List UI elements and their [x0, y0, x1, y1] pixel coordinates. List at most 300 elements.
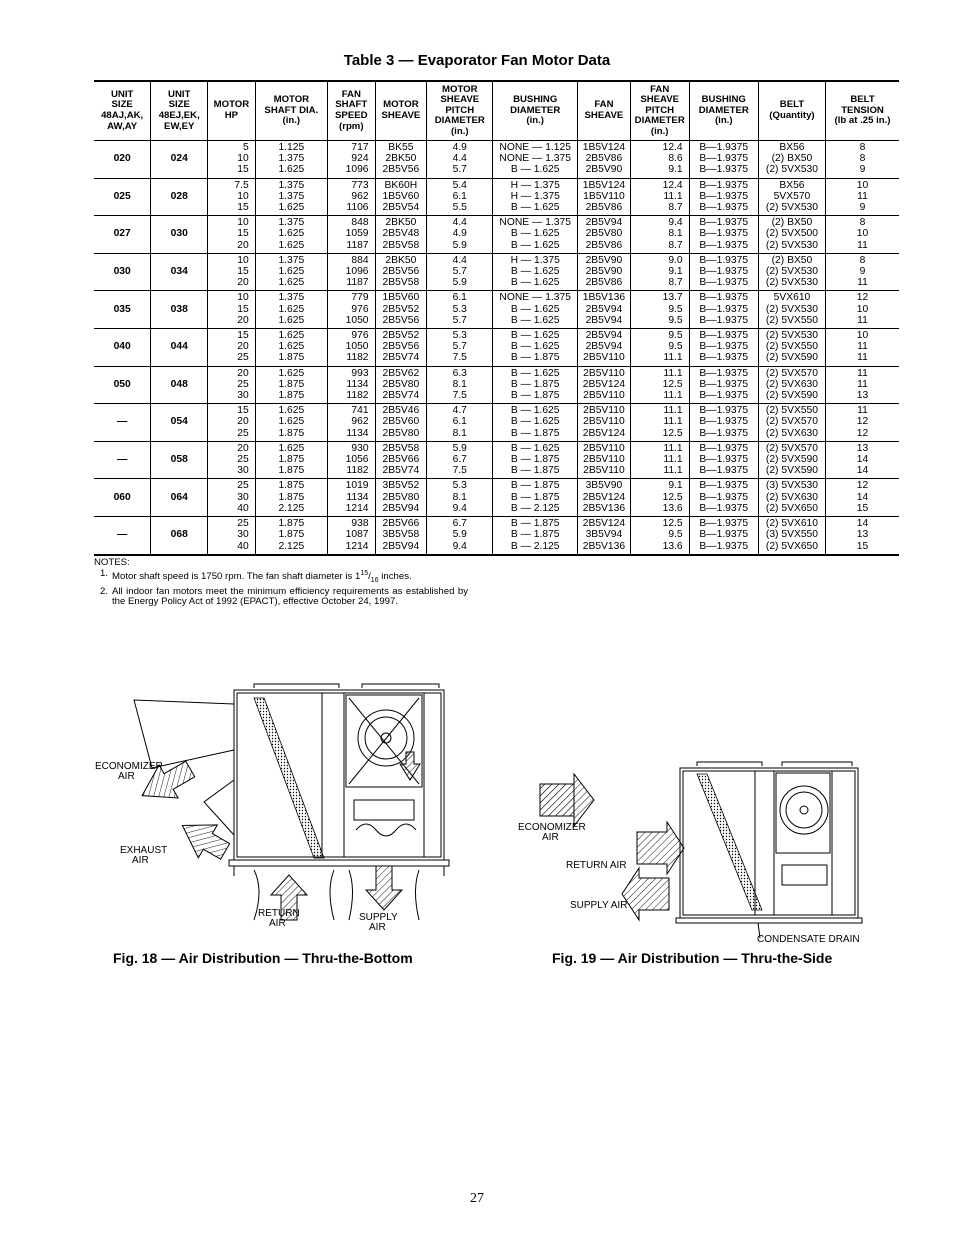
cell-value: 2B5V124 [582, 427, 626, 439]
table-row [94, 404, 899, 442]
header-line: (in.) [650, 125, 669, 137]
table-cell [375, 141, 427, 179]
cell-value: 779 [351, 292, 369, 304]
cell-value: 1.625 [278, 239, 305, 251]
table-cell [328, 404, 376, 442]
header-line: SHEAVE [640, 94, 680, 106]
cell-value: BK60H [384, 179, 418, 191]
table-cell [328, 366, 376, 404]
table-cell: — [94, 441, 151, 479]
table-cell [328, 141, 376, 179]
cell-value: 9.4 [668, 217, 683, 229]
cell-value: 1.875 [278, 518, 305, 530]
cell-value: 5.7 [452, 341, 467, 353]
cell-value: 1.875 [278, 529, 305, 541]
cell-value: 13.6 [662, 540, 683, 552]
table-cell [375, 216, 427, 254]
table-cell [208, 479, 256, 517]
cell-value: 5.4 [452, 179, 467, 191]
cell-value: B—1.9375 [699, 217, 749, 229]
header-line: 48EJ,EK, [158, 110, 200, 121]
table-cell [375, 366, 427, 404]
cell-value: 8 [859, 254, 866, 266]
cell-value: B—1.9375 [699, 491, 749, 503]
cell-value: 7.5 [452, 352, 467, 364]
cell-value: 2B5V124 [582, 491, 626, 503]
cell-value: 9.0 [668, 254, 683, 266]
cell-value: 12.4 [662, 179, 683, 191]
table-cell [758, 178, 825, 216]
cell-value: 11 [857, 314, 868, 326]
cell-value: 1.875 [278, 491, 305, 503]
column-header [375, 81, 427, 141]
cell-value: 6.1 [452, 416, 467, 428]
cell-value: 5.9 [452, 529, 467, 541]
table-cell: 028 [151, 178, 208, 216]
cell-value: 1.375 [278, 217, 305, 229]
page-number: 27 [470, 1191, 484, 1206]
cell-value: 8.1 [668, 228, 683, 240]
cell-value: B — 1.875 [510, 465, 560, 477]
cell-value: 15 [237, 303, 249, 315]
cell-value: 2B5V66 [382, 518, 420, 530]
cell-value: 1.625 [278, 277, 305, 289]
cell-value: BX56 [779, 179, 805, 191]
cell-value: 1.625 [278, 405, 305, 417]
economizer-air-label: ECONOMIZER [518, 822, 586, 833]
cell-value: 12.5 [662, 518, 683, 530]
cell-value: B—1.9375 [699, 442, 749, 454]
header-line: TENSION [841, 104, 884, 116]
cell-value: 12.4 [662, 142, 683, 153]
table-cell [689, 291, 758, 329]
cell-value: 9.4 [452, 540, 467, 552]
cell-value: 2BK50 [385, 153, 417, 165]
cell-value: B—1.9375 [699, 292, 749, 304]
table-cell [375, 517, 427, 555]
header-line: SHEAVE [381, 110, 421, 121]
cell-value: 5VX570 [773, 190, 811, 202]
table-cell [255, 291, 327, 329]
cell-value: B—1.9375 [699, 266, 749, 278]
table-cell [689, 517, 758, 555]
cell-value: 1B5V60 [382, 292, 420, 304]
cell-value: 2B5V80 [382, 427, 420, 439]
header-line: SIZE [111, 99, 133, 111]
cell-value: 1019 [345, 480, 369, 492]
cell-value: B — 1.625 [510, 239, 560, 251]
cell-value: 11.1 [663, 465, 683, 477]
cell-value: 5.7 [452, 314, 467, 326]
cell-value: 2B5V136 [582, 502, 626, 514]
table-cell: 034 [151, 253, 208, 291]
cell-value: 1214 [345, 502, 369, 514]
cell-value: 7.5 [452, 390, 467, 402]
cell-value: 1.625 [278, 266, 305, 278]
cell-value: 11 [857, 341, 868, 353]
table-row [94, 291, 899, 329]
table-cell [328, 291, 376, 329]
cell-value: 12 [856, 427, 869, 439]
cell-value: 2B5V94 [585, 341, 623, 353]
table-cell [255, 216, 327, 254]
cell-value: 15 [237, 330, 249, 342]
cell-value: (2) 5VX650 [765, 502, 818, 514]
supply-air-label: AIR [369, 922, 386, 933]
cell-value: (2) 5VX530 [765, 303, 818, 315]
supply-air-arrow [622, 868, 669, 920]
cell-value: 9.1 [668, 266, 683, 278]
cell-value: 14 [856, 465, 869, 477]
cell-value: B—1.9375 [699, 277, 749, 289]
cell-value: 4.9 [452, 228, 467, 240]
cell-value: 1.625 [278, 228, 305, 240]
cell-value: 1B5V110 [583, 190, 625, 202]
cell-value: 993 [351, 367, 369, 379]
table-cell [630, 404, 689, 442]
table-header-row [94, 81, 899, 141]
table-cell [826, 178, 899, 216]
table-cell [427, 253, 493, 291]
cell-value: NONE — 1.125 [499, 142, 571, 153]
header-line: DIAMETER [634, 115, 685, 127]
table-cell: — [94, 517, 151, 555]
cell-value: 2B5V52 [382, 303, 420, 315]
cell-value: B—1.9375 [699, 427, 749, 439]
cell-value: 938 [351, 518, 369, 530]
cell-value: 9.5 [668, 314, 683, 326]
header-line: BELT [850, 94, 875, 106]
cell-value: H — 1.375 [510, 179, 560, 191]
cell-value: B — 1.875 [510, 480, 560, 492]
cell-value: 1B5V136 [582, 292, 626, 304]
cell-value: 40 [237, 540, 249, 552]
cell-value: 5.5 [452, 202, 467, 214]
header-line: UNIT [168, 88, 191, 100]
cell-value: 6.7 [452, 518, 467, 530]
cell-value: B — 1.625 [510, 405, 560, 417]
table-cell [578, 366, 631, 404]
cell-value: 2B5V94 [585, 314, 623, 326]
cell-value: 8 [859, 153, 866, 165]
cell-value: B — 1.625 [510, 228, 560, 240]
cell-value: 10 [856, 330, 869, 342]
table-cell [689, 329, 758, 367]
cell-value: 12.5 [662, 427, 683, 439]
cell-value: 20 [237, 277, 249, 289]
table-cell [255, 178, 327, 216]
cell-value: (2) 5VX550 [765, 341, 818, 353]
table-cell [493, 404, 578, 442]
cell-value: B—1.9375 [699, 228, 749, 240]
note-1 [94, 569, 468, 587]
header-line: (Quantity) [769, 110, 815, 121]
cell-value: 8.1 [452, 491, 467, 503]
note-number: 1. [99, 567, 108, 579]
table-cell [427, 366, 493, 404]
cell-value: 1214 [345, 540, 369, 552]
cell-value: 8.7 [668, 202, 683, 214]
table-row [94, 366, 899, 404]
cell-value: 5.9 [452, 442, 467, 454]
cell-value: 13 [856, 390, 869, 402]
cell-value: 20 [237, 314, 249, 326]
cell-value: 11.1 [663, 190, 683, 202]
cell-value: 1.625 [278, 341, 305, 353]
table-cell [758, 216, 825, 254]
cell-value: 1.875 [278, 378, 305, 390]
cell-value: B—1.9375 [699, 164, 749, 176]
cell-value: 2B5V86 [585, 277, 623, 289]
cell-value: BK55 [388, 142, 414, 153]
column-header [208, 81, 256, 141]
table-cell: 030 [151, 216, 208, 254]
cell-value: 7.5 [234, 179, 249, 191]
table-cell [493, 366, 578, 404]
cell-value: 2B5V136 [582, 540, 626, 552]
cell-value: 11 [857, 190, 868, 202]
cell-value: 1182 [346, 465, 369, 477]
cell-value: (3) 5VX550 [765, 529, 818, 541]
cell-value: B — 1.875 [510, 529, 560, 541]
supply-air-label: SUPPLY [359, 912, 398, 923]
table-cell [826, 441, 899, 479]
cell-value: B—1.9375 [699, 153, 749, 165]
table-cell [375, 329, 427, 367]
table-cell [578, 291, 631, 329]
cell-value: 2B5V94 [585, 303, 623, 315]
cell-value: 2B5V124 [582, 518, 626, 530]
cell-value: B — 1.625 [510, 330, 560, 342]
cell-value: B—1.9375 [699, 202, 749, 214]
table-cell: 050 [94, 366, 151, 404]
cell-value: 6.1 [452, 292, 467, 304]
header-line: UNIT [110, 88, 134, 100]
note-text-part: inches. [378, 570, 412, 582]
note-text: All indoor fan motors meet the minimum efficiency requirements as established by the Energy Policy Act of 1992 (EPACT), effective October 24, 1997. [112, 585, 468, 608]
table-row [94, 329, 899, 367]
cell-value: 15 [237, 164, 249, 176]
cell-value: NONE — 1.375 [499, 153, 571, 165]
cell-value: 9 [859, 202, 866, 214]
cell-value: B — 1.625 [510, 202, 560, 214]
table-cell [328, 517, 376, 555]
header-line: FAN [341, 88, 361, 100]
cell-value: B — 2.125 [510, 540, 560, 552]
table-cell: 044 [151, 329, 208, 367]
cell-value: B—1.9375 [699, 518, 749, 530]
cell-value: 11 [857, 405, 868, 417]
column-header [758, 81, 825, 141]
economizer-air-label: AIR [118, 771, 135, 782]
table-cell [630, 253, 689, 291]
cell-value: (2) 5VX550 [765, 405, 818, 417]
cell-value: B — 1.875 [510, 518, 560, 530]
cell-value: 1059 [345, 228, 369, 240]
cell-value: (2) BX50 [771, 217, 813, 229]
cell-value: 2B5V56 [382, 314, 420, 326]
cell-value: 930 [351, 442, 369, 454]
cell-value: B — 1.625 [510, 367, 560, 379]
economizer-air-label: ECONOMIZER [95, 761, 163, 772]
cell-value: 2B5V90 [585, 266, 623, 278]
header-line: (in.) [282, 115, 301, 127]
cell-value: 1087 [345, 529, 369, 541]
cell-value: (2) 5VX630 [765, 378, 818, 390]
cell-value: 2B5V80 [382, 491, 420, 503]
table-cell [328, 253, 376, 291]
cell-value: 2B5V86 [585, 202, 623, 214]
cell-value: 4.4 [452, 153, 467, 165]
cell-value: 10 [856, 228, 869, 240]
return-duct-right [330, 870, 334, 920]
cell-value: B—1.9375 [699, 254, 749, 266]
exhaust-air-arrow [172, 810, 234, 868]
cell-value: 9.5 [668, 303, 683, 315]
cell-value: 3B5V52 [382, 480, 420, 492]
cell-value: 11.1 [663, 352, 683, 364]
table-cell [328, 216, 376, 254]
table-cell: 030 [94, 253, 151, 291]
cell-value: B — 1.625 [510, 277, 560, 289]
header-line: (in.) [526, 115, 544, 127]
cell-value: 5.7 [452, 164, 467, 176]
table-cell [208, 517, 256, 555]
table-cell [630, 517, 689, 555]
cell-value: B — 1.875 [510, 454, 560, 466]
header-line: (in.) [450, 125, 469, 137]
table-cell [689, 141, 758, 179]
fraction-denominator: 16 [370, 576, 379, 584]
cell-value: 2B5V56 [382, 341, 420, 353]
filter-coil [697, 774, 762, 910]
cell-value: 976 [351, 330, 369, 342]
cell-value: 1106 [346, 202, 369, 214]
cell-value: 12.5 [662, 378, 683, 390]
cell-value: 2B5V48 [382, 228, 420, 240]
exhaust-air-label: EXHAUST [120, 845, 168, 856]
cell-value: 2B5V80 [585, 228, 623, 240]
cell-value: 1B5V60 [382, 190, 420, 202]
cell-value: 2.125 [278, 540, 305, 552]
cell-value: 1.625 [278, 164, 305, 176]
cell-value: 5.9 [452, 239, 467, 251]
cell-value: B—1.9375 [699, 454, 749, 466]
table-cell [758, 366, 825, 404]
cell-value: (2) 5VX570 [765, 442, 818, 454]
column-header [427, 81, 493, 141]
cell-value: (2) 5VX530 [765, 239, 818, 251]
cell-value: 5.7 [452, 266, 467, 278]
table-cell [328, 178, 376, 216]
cell-value: 10 [237, 217, 249, 229]
table-cell [689, 479, 758, 517]
cell-value: 5.3 [452, 330, 467, 342]
cell-value: 30 [237, 465, 249, 477]
cell-value: 1134 [346, 491, 369, 503]
table-cell [578, 253, 631, 291]
cell-value: (2) 5VX590 [765, 465, 818, 477]
cell-value: 9.5 [668, 529, 683, 541]
note-text [112, 569, 468, 587]
header-line: FAN [650, 83, 670, 95]
cell-value: 25 [237, 352, 249, 364]
cell-value: 2.125 [278, 502, 305, 514]
supply-duct-left [349, 870, 353, 920]
cell-value: 2B5V94 [585, 217, 623, 229]
table-cell [493, 517, 578, 555]
cell-value: 9.5 [668, 330, 683, 342]
cell-value: 30 [237, 491, 249, 503]
table-cell [255, 404, 327, 442]
cell-value: 2B5V110 [583, 367, 625, 379]
table-cell: 035 [94, 291, 151, 329]
header-line: SIZE [168, 99, 190, 111]
table-cell [375, 253, 427, 291]
column-header [826, 81, 899, 141]
cell-value: B — 1.625 [510, 341, 560, 353]
table-cell [758, 329, 825, 367]
cell-value: 1.625 [278, 314, 305, 326]
table-cell [208, 216, 256, 254]
cell-value: 20 [237, 341, 249, 353]
table-cell: 040 [94, 329, 151, 367]
table-cell [375, 178, 427, 216]
table-cell [758, 404, 825, 442]
cell-value: 11.1 [663, 405, 683, 417]
cell-value: (2) 5VX530 [765, 164, 818, 176]
cell-value: B—1.9375 [699, 190, 749, 202]
header-line: MOTOR [213, 99, 250, 111]
cell-value: 2B5V62 [382, 367, 420, 379]
header-line: FAN [594, 99, 614, 111]
table-cell [578, 178, 631, 216]
cell-value: 14 [856, 518, 869, 530]
column-header [493, 81, 578, 141]
table-row [94, 178, 899, 216]
table-cell [328, 441, 376, 479]
supply-duct-right [416, 870, 420, 920]
header-line: (in.) [714, 115, 733, 127]
table-cell [255, 141, 327, 179]
cell-value: 741 [351, 405, 369, 417]
table-body [94, 141, 899, 555]
cell-value: 9.5 [668, 341, 683, 353]
cell-value: 11 [857, 378, 868, 390]
cell-value: BX56 [779, 142, 805, 153]
cell-value: 4.9 [452, 142, 467, 153]
table-cell [630, 366, 689, 404]
return-air-label: RETURN AIR [566, 860, 627, 871]
cell-value: 30 [237, 390, 249, 402]
blower-fan [776, 773, 830, 885]
header-line: BUSHING [513, 94, 558, 106]
cell-value: 2B5V110 [583, 416, 625, 428]
table-cell [578, 329, 631, 367]
table-cell [689, 366, 758, 404]
header-line: EW,EY [164, 120, 195, 132]
header-line: MOTOR [441, 83, 478, 95]
cell-value: 2B5V110 [583, 465, 625, 477]
cell-value: 2B5V110 [583, 352, 625, 364]
cell-value: 2B5V74 [382, 390, 420, 402]
table-cell [255, 441, 327, 479]
table-cell [427, 517, 493, 555]
cell-value: B—1.9375 [699, 303, 749, 315]
cell-value: 9.1 [668, 164, 683, 176]
cell-value: 5.9 [452, 277, 467, 289]
header-line: DIAMETER [434, 115, 485, 127]
